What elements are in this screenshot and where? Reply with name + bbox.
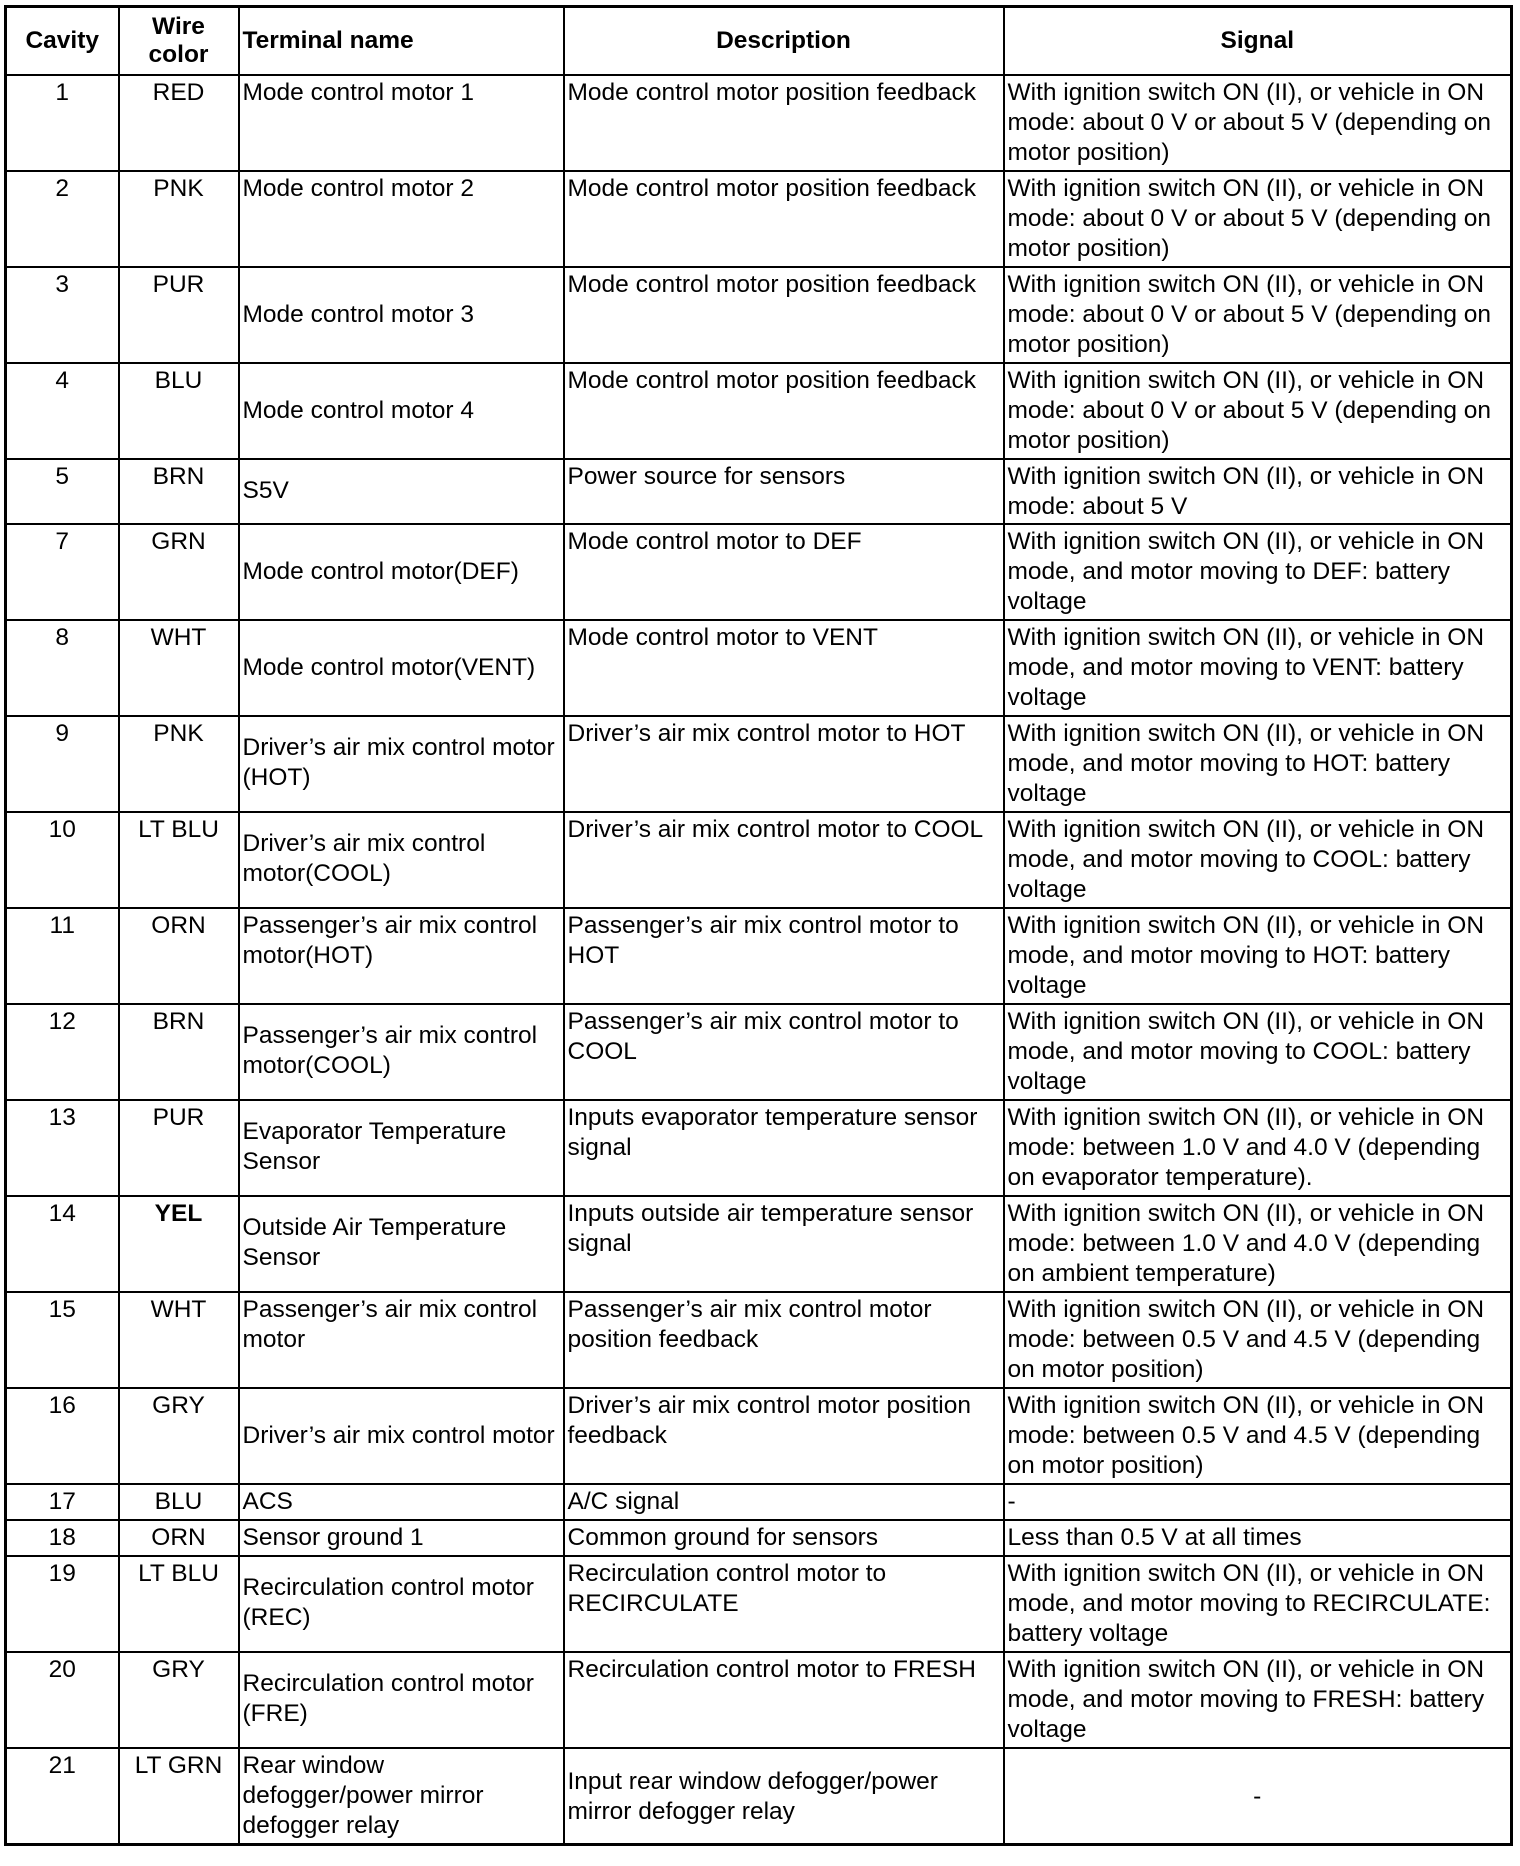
cell-terminal-name bbox=[239, 1484, 564, 1520]
terminal-text: Rear window defogger/power mirror defogger relay bbox=[242, 1752, 484, 1839]
cell-terminal-name bbox=[239, 716, 564, 812]
cell-cavity: 21 bbox=[6, 1748, 119, 1845]
table-row bbox=[6, 1556, 1512, 1652]
table-row bbox=[6, 363, 1512, 459]
cell-cavity: 15 bbox=[6, 1292, 119, 1388]
cell-terminal-name bbox=[239, 524, 564, 620]
cell-wire-color: PNK bbox=[119, 716, 239, 812]
cell-signal: With ignition switch ON (II), or vehicle in ON mode: between 1.0 V and 4.0 V (depending on ambient temperature) bbox=[1004, 1196, 1512, 1292]
terminal-text: ACS bbox=[242, 1488, 293, 1515]
cell-description: Mode control motor position feedback bbox=[564, 171, 1004, 267]
cell-signal: With ignition switch ON (II), or vehicle in ON mode, and motor moving to DEF: battery voltage bbox=[1004, 524, 1512, 620]
cell-signal: With ignition switch ON (II), or vehicle in ON mode: about 0 V or about 5 V (depending on motor position) bbox=[1004, 75, 1512, 171]
cell-terminal-name bbox=[239, 620, 564, 716]
cell-terminal-name bbox=[239, 1004, 564, 1100]
cell-terminal-name bbox=[239, 908, 564, 1004]
terminal-text: Evaporator Temperature Sensor bbox=[242, 1118, 507, 1175]
table-row bbox=[6, 1100, 1512, 1196]
table-row bbox=[6, 524, 1512, 620]
cell-description: Mode control motor to VENT bbox=[564, 620, 1004, 716]
cell-terminal-name bbox=[239, 1748, 564, 1845]
header-description: Description bbox=[564, 7, 1004, 76]
cell-terminal-name bbox=[239, 363, 564, 459]
cell-cavity: 3 bbox=[6, 267, 119, 363]
cell-signal: With ignition switch ON (II), or vehicle in ON mode, and motor moving to FRESH: battery voltage bbox=[1004, 1652, 1512, 1748]
cell-cavity: 20 bbox=[6, 1652, 119, 1748]
header-wire-color: Wire color bbox=[119, 7, 239, 76]
cell-wire-color: PUR bbox=[119, 1100, 239, 1196]
cell-description: Inputs outside air temperature sensor signal bbox=[564, 1196, 1004, 1292]
cell-wire-color: YEL bbox=[119, 1196, 239, 1292]
cell-signal: With ignition switch ON (II), or vehicle in ON mode: about 0 V or about 5 V (depending on motor position) bbox=[1004, 363, 1512, 459]
terminal-text: Recirculation control motor (REC) bbox=[242, 1574, 534, 1631]
cell-wire-color: WHT bbox=[119, 1292, 239, 1388]
cell-signal: Less than 0.5 V at all times bbox=[1004, 1520, 1512, 1556]
cell-signal: With ignition switch ON (II), or vehicle in ON mode, and motor moving to HOT: battery voltage bbox=[1004, 908, 1512, 1004]
header-cavity: Cavity bbox=[6, 7, 119, 76]
cell-wire-color: PNK bbox=[119, 171, 239, 267]
cell-description: Driver’s air mix control motor to COOL bbox=[564, 812, 1004, 908]
terminal-text: Recirculation control motor (FRE) bbox=[242, 1670, 534, 1727]
cell-signal: - bbox=[1004, 1484, 1512, 1520]
cell-terminal-name bbox=[239, 812, 564, 908]
cell-description: Power source for sensors bbox=[564, 459, 1004, 524]
cell-cavity: 4 bbox=[6, 363, 119, 459]
cell-wire-color: ORN bbox=[119, 908, 239, 1004]
cell-cavity: 9 bbox=[6, 716, 119, 812]
cell-cavity: 1 bbox=[6, 75, 119, 171]
table-row bbox=[6, 620, 1512, 716]
cell-signal: With ignition switch ON (II), or vehicle in ON mode, and motor moving to COOL: battery voltage bbox=[1004, 1004, 1512, 1100]
cell-cavity: 5 bbox=[6, 459, 119, 524]
header-row bbox=[6, 7, 1512, 76]
table-row bbox=[6, 267, 1512, 363]
terminal-text: Mode control motor 4 bbox=[242, 397, 474, 424]
cell-cavity: 8 bbox=[6, 620, 119, 716]
cell-wire-color: BLU bbox=[119, 1484, 239, 1520]
cell-signal: With ignition switch ON (II), or vehicle in ON mode: between 1.0 V and 4.0 V (depending on evaporator temperature). bbox=[1004, 1100, 1512, 1196]
cell-wire-color: LT BLU bbox=[119, 1556, 239, 1652]
table-row bbox=[6, 1748, 1512, 1845]
cell-signal: With ignition switch ON (II), or vehicle in ON mode: about 0 V or about 5 V (depending on motor position) bbox=[1004, 171, 1512, 267]
cell-cavity: 16 bbox=[6, 1388, 119, 1484]
terminal-text: Mode control motor(VENT) bbox=[242, 654, 536, 681]
cell-wire-color: GRY bbox=[119, 1652, 239, 1748]
cell-signal: With ignition switch ON (II), or vehicle in ON mode: about 0 V or about 5 V (depending on motor position) bbox=[1004, 267, 1512, 363]
cell-description: Passenger’s air mix control motor position feedback bbox=[564, 1292, 1004, 1388]
cell-wire-color: LT GRN bbox=[119, 1748, 239, 1845]
cell-terminal-name bbox=[239, 1520, 564, 1556]
cell-wire-color: BRN bbox=[119, 459, 239, 524]
cell-cavity: 11 bbox=[6, 908, 119, 1004]
cell-wire-color: BLU bbox=[119, 363, 239, 459]
cell-wire-color: RED bbox=[119, 75, 239, 171]
connector-pinout-table bbox=[4, 5, 1513, 1846]
cell-signal: With ignition switch ON (II), or vehicle in ON mode: between 0.5 V and 4.5 V (depending on motor position) bbox=[1004, 1388, 1512, 1484]
cell-signal: With ignition switch ON (II), or vehicle in ON mode, and motor moving to RECIRCULATE: battery voltage bbox=[1004, 1556, 1512, 1652]
cell-cavity: 7 bbox=[6, 524, 119, 620]
cell-cavity: 17 bbox=[6, 1484, 119, 1520]
terminal-text: Passenger’s air mix control motor(HOT) bbox=[242, 912, 538, 969]
cell-terminal-name bbox=[239, 75, 564, 171]
header-terminal-name: Terminal name bbox=[239, 7, 564, 76]
cell-terminal-name bbox=[239, 1100, 564, 1196]
terminal-text: Driver’s air mix control motor(COOL) bbox=[242, 830, 486, 887]
cell-cavity: 2 bbox=[6, 171, 119, 267]
table-row bbox=[6, 459, 1512, 524]
cell-terminal-name bbox=[239, 1652, 564, 1748]
cell-signal: With ignition switch ON (II), or vehicle in ON mode: about 5 V bbox=[1004, 459, 1512, 524]
cell-description: Passenger’s air mix control motor to HOT bbox=[564, 908, 1004, 1004]
connector-table-container bbox=[4, 5, 1510, 1846]
table-row bbox=[6, 1196, 1512, 1292]
cell-wire-color: WHT bbox=[119, 620, 239, 716]
cell-cavity: 14 bbox=[6, 1196, 119, 1292]
cell-terminal-name bbox=[239, 1292, 564, 1388]
cell-signal: With ignition switch ON (II), or vehicle in ON mode, and motor moving to COOL: battery voltage bbox=[1004, 812, 1512, 908]
cell-description: Inputs evaporator temperature sensor signal bbox=[564, 1100, 1004, 1196]
cell-cavity: 13 bbox=[6, 1100, 119, 1196]
terminal-text: Mode control motor 1 bbox=[242, 79, 474, 106]
cell-description: Common ground for sensors bbox=[564, 1520, 1004, 1556]
terminal-text: Passenger’s air mix control motor bbox=[242, 1296, 538, 1353]
cell-description: Mode control motor position feedback bbox=[564, 363, 1004, 459]
cell-signal: With ignition switch ON (II), or vehicle in ON mode, and motor moving to HOT: battery voltage bbox=[1004, 716, 1512, 812]
terminal-text: Passenger’s air mix control motor(COOL) bbox=[242, 1022, 538, 1079]
cell-wire-color: GRY bbox=[119, 1388, 239, 1484]
cell-cavity: 10 bbox=[6, 812, 119, 908]
cell-description: Mode control motor position feedback bbox=[564, 75, 1004, 171]
table-row bbox=[6, 1388, 1512, 1484]
cell-terminal-name bbox=[239, 1556, 564, 1652]
table-row bbox=[6, 1520, 1512, 1556]
header-signal: Signal bbox=[1004, 7, 1512, 76]
cell-signal: With ignition switch ON (II), or vehicle in ON mode: between 0.5 V and 4.5 V (depending on motor position) bbox=[1004, 1292, 1512, 1388]
cell-wire-color: PUR bbox=[119, 267, 239, 363]
cell-terminal-name bbox=[239, 459, 564, 524]
table-row bbox=[6, 1652, 1512, 1748]
cell-signal: With ignition switch ON (II), or vehicle in ON mode, and motor moving to VENT: battery voltage bbox=[1004, 620, 1512, 716]
table-row bbox=[6, 75, 1512, 171]
cell-description: Driver’s air mix control motor position feedback bbox=[564, 1388, 1004, 1484]
cell-wire-color: GRN bbox=[119, 524, 239, 620]
cell-description: A/C signal bbox=[564, 1484, 1004, 1520]
cell-terminal-name bbox=[239, 267, 564, 363]
table-row bbox=[6, 908, 1512, 1004]
cell-terminal-name bbox=[239, 1388, 564, 1484]
table-row bbox=[6, 1484, 1512, 1520]
table-row bbox=[6, 1292, 1512, 1388]
cell-cavity: 19 bbox=[6, 1556, 119, 1652]
table-row bbox=[6, 171, 1512, 267]
terminal-text: Driver’s air mix control motor bbox=[242, 1422, 555, 1449]
terminal-text: Outside Air Temperature Sensor bbox=[242, 1214, 507, 1271]
cell-description: Recirculation control motor to FRESH bbox=[564, 1652, 1004, 1748]
terminal-text: Mode control motor 3 bbox=[242, 301, 474, 328]
table-row bbox=[6, 1004, 1512, 1100]
terminal-text: Mode control motor(DEF) bbox=[242, 558, 519, 585]
cell-wire-color: LT BLU bbox=[119, 812, 239, 908]
cell-signal: - bbox=[1004, 1748, 1512, 1845]
cell-terminal-name bbox=[239, 1196, 564, 1292]
cell-description: Mode control motor position feedback bbox=[564, 267, 1004, 363]
cell-cavity: 18 bbox=[6, 1520, 119, 1556]
cell-wire-color: ORN bbox=[119, 1520, 239, 1556]
terminal-text: Sensor ground 1 bbox=[242, 1524, 424, 1551]
terminal-text: Mode control motor 2 bbox=[242, 175, 474, 202]
table-row bbox=[6, 812, 1512, 908]
cell-cavity: 12 bbox=[6, 1004, 119, 1100]
cell-terminal-name bbox=[239, 171, 564, 267]
cell-description: Mode control motor to DEF bbox=[564, 524, 1004, 620]
cell-description: Input rear window defogger/power mirror defogger relay bbox=[564, 1748, 1004, 1845]
terminal-text: Driver’s air mix control motor (HOT) bbox=[242, 734, 555, 791]
terminal-text: S5V bbox=[242, 477, 289, 504]
cell-description: Passenger’s air mix control motor to COOL bbox=[564, 1004, 1004, 1100]
cell-wire-color: BRN bbox=[119, 1004, 239, 1100]
table-row bbox=[6, 716, 1512, 812]
cell-description: Recirculation control motor to RECIRCULATE bbox=[564, 1556, 1004, 1652]
cell-description: Driver’s air mix control motor to HOT bbox=[564, 716, 1004, 812]
